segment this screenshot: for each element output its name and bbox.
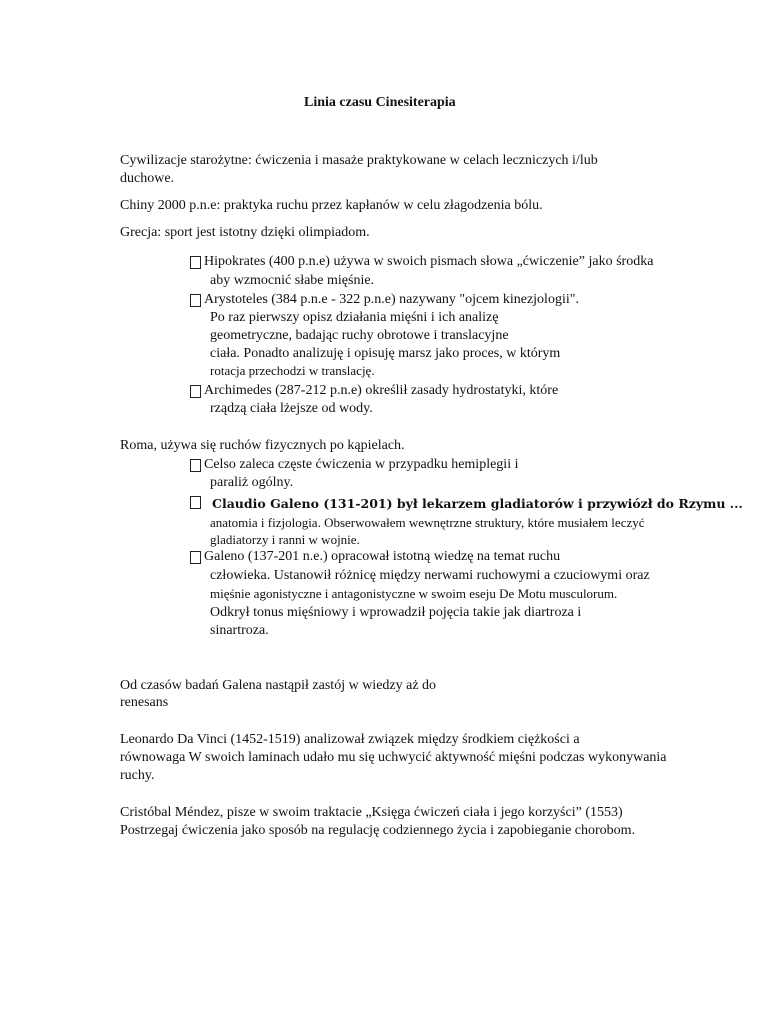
claudio-galeno-line-1: Claudio Galeno (131-201) był lekarzem gladiatorów i przywiózł do Rzymu ... (212, 496, 743, 511)
bullet-box-icon (190, 256, 201, 269)
bullet-box-icon (190, 551, 201, 564)
celso-line-1: Celso zaleca częste ćwiczenia w przypadku hemiplegii i (204, 457, 519, 472)
hipokrates-line-2: aby wzmocnić słabe mięśnie. (210, 273, 375, 288)
paragraph-mendez-line-2: Postrzegaj ćwiczenia jako sposób na regulację codziennego życia i zapobieganie chorobom. (120, 823, 636, 838)
paragraph-ancient-line-2: duchowe. (120, 171, 175, 186)
archimedes-line-1: Archimedes (287-212 p.n.e) określił zasady hydrostatyki, które (204, 383, 559, 398)
hipokrates-line-1: Hipokrates (400 p.n.e) używa w swoich pismach słowa „ćwiczenie” jako środka (204, 254, 654, 269)
galeno-line-4: Odkrył tonus mięśniowy i wprowadził pojęcia takie jak diartroza i (210, 605, 582, 620)
paragraph-leonardo-line-2: równowaga W swoich laminach udało mu się uchwycić aktywność mięśni podczas wykonywania (120, 750, 667, 765)
archimedes-line-2: rządzą ciała lżejsze od wody. (210, 401, 373, 416)
arystoteles-line-4: ciała. Ponadto analizuję i opisuję marsz jako proces, w którym (210, 346, 561, 361)
paragraph-china: Chiny 2000 p.n.e: praktyka ruchu przez kapłanów w celu złagodzenia bólu. (120, 198, 543, 213)
paragraph-stagnation-line-1: Od czasów badań Galena nastąpił zastój w wiedzy aż do (120, 678, 437, 693)
galeno-line-5: sinartroza. (210, 623, 269, 638)
paragraph-rome: Roma, używa się ruchów fizycznych po kąpielach. (120, 438, 405, 453)
paragraph-stagnation-line-2: renesans (120, 695, 169, 710)
claudio-galeno-line-3: gladiatorzy i ranni w wojnie. (210, 532, 360, 547)
galeno-line-3: mięśnie agonistyczne i antagonistyczne w swoim eseju De Motu musculorum. (210, 586, 618, 601)
arystoteles-line-3: geometryczne, badając ruchy obrotowe i translacyjne (210, 328, 509, 343)
galeno-line-2: człowieka. Ustanowił różnicę między nerwami ruchowymi a czuciowymi oraz (210, 568, 650, 583)
arystoteles-line-2: Po raz pierwszy opisz działania mięśni i ich analizę (210, 310, 499, 325)
celso-line-2: paraliż ogólny. (210, 475, 294, 490)
galeno-line-1: Galeno (137-201 n.e.) opracował istotną wiedzę na temat ruchu (204, 549, 561, 564)
paragraph-ancient-line-1: Cywilizacje starożytne: ćwiczenia i masaże praktykowane w celach leczniczych i/lub (120, 153, 598, 168)
bullet-box-icon (190, 459, 201, 472)
bullet-box-icon (190, 294, 201, 307)
arystoteles-line-5: rotacja przechodzi w translację. (210, 363, 375, 378)
arystoteles-line-1: Arystoteles (384 p.n.e - 322 p.n.e) nazywany "ojcem kinezjologii". (204, 292, 579, 307)
paragraph-mendez-line-1: Cristóbal Méndez, pisze w swoim traktacie „Księga ćwiczeń ciała i jego korzyści” (1553) (120, 805, 623, 820)
paragraph-leonardo-line-3: ruchy. (120, 768, 155, 783)
page-title: Linia czasu Cinesiterapia (304, 95, 456, 110)
bullet-box-icon (190, 385, 201, 398)
paragraph-leonardo-line-1: Leonardo Da Vinci (1452-1519) analizował związek między środkiem ciężkości a (120, 732, 580, 747)
claudio-galeno-line-2: anatomia i fizjologia. Obserwowałem wewnętrzne struktury, które musiałem leczyć (210, 515, 645, 530)
paragraph-greece: Grecja: sport jest istotny dzięki olimpiadom. (120, 225, 370, 240)
bullet-box-icon (190, 496, 201, 509)
